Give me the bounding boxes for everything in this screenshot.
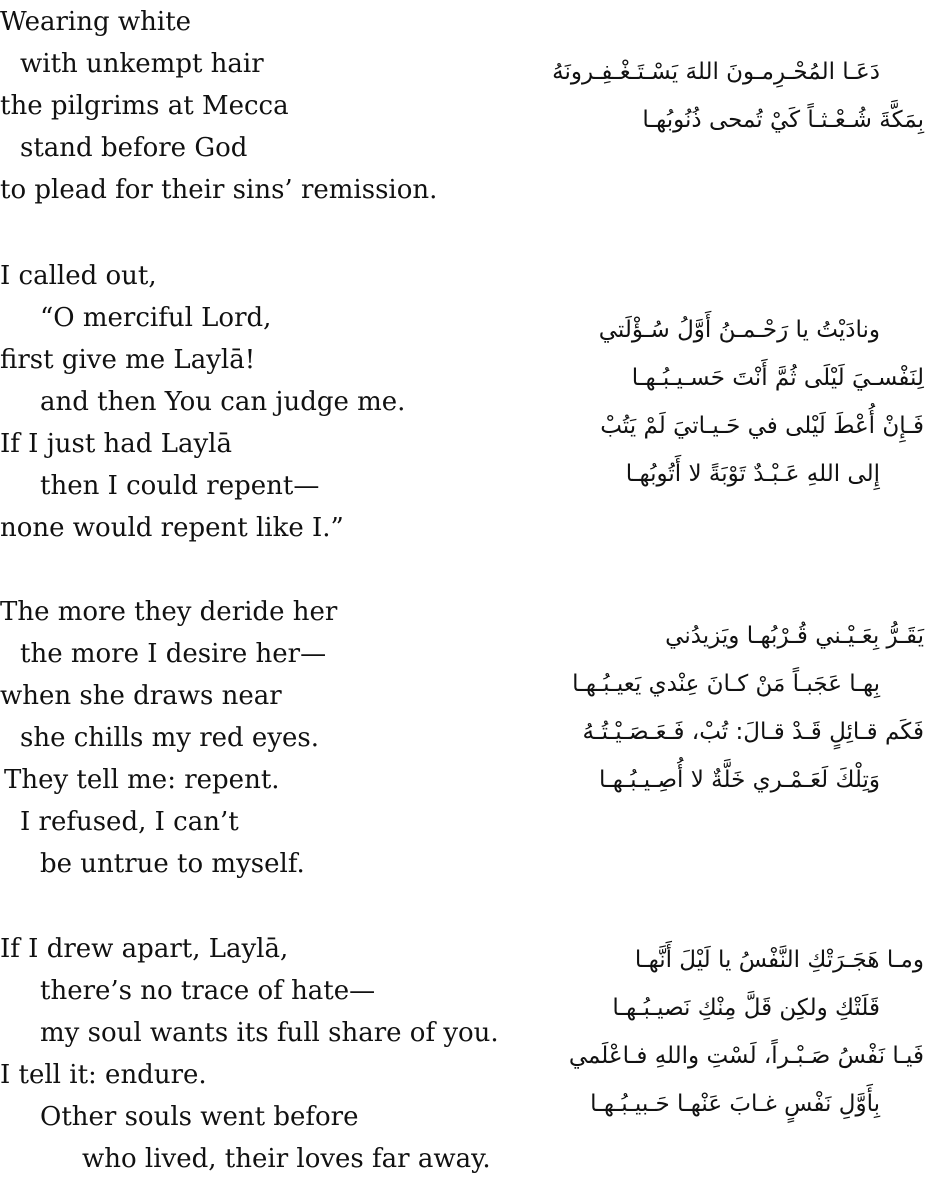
verse-line: I called out,: [0, 261, 157, 291]
arabic-verse-line: بِأَوَّلِ نَفْسٍ غـابَ عَنْهـا حَـبيـبُـهـا: [590, 1091, 880, 1117]
stanza-2-english: [0, 255, 470, 549]
verse-line: the pilgrims at Mecca: [0, 91, 289, 121]
arabic-verse-line: لِنَفْسـيَ لَيْلَى ثُمَّ أَنْتَ حَسـيـبُـهـا: [631, 365, 924, 391]
verse-line: when she draws near: [0, 681, 282, 711]
verse-line: and then You can judge me.: [40, 387, 406, 417]
arabic-verse-line: يَقَـرُّ بِعَـيْـني قُـرْبُهـا ويَزيدُني: [665, 623, 924, 649]
verse-line: “O merciful Lord,: [40, 303, 272, 333]
verse-line: to plead for their sins’ remission.: [0, 175, 438, 205]
verse-line: The more they deride her: [0, 597, 338, 627]
stanza-2-arabic: [462, 306, 924, 498]
verse-line: Wearing white: [0, 7, 192, 37]
verse-line: Other souls went before: [40, 1102, 359, 1132]
verse-line: then I could repent—: [40, 471, 320, 501]
arabic-verse-line: بِمَكَّةَ شُـعْـثـاً كَيْ تُمحى ذُنُوبُهـا: [642, 107, 924, 133]
arabic-verse-line: قَلَتْكِ ولكِن قَلَّ مِنْكِ نَصيـبُـهـا: [612, 995, 880, 1021]
verse-line: the more I desire her—: [20, 639, 327, 669]
arabic-verse-line: إِلى اللهِ عَـبْـدٌ تَوْبَةً لا أَتُوبُهـا: [625, 461, 880, 487]
verse-line: who lived, their loves far away.: [82, 1144, 491, 1174]
stanza-4-english: [0, 928, 499, 1180]
stanza-4-arabic: [462, 936, 924, 1128]
arabic-verse-line: فَكَم قـائِلٍ قَـدْ قـالَ: تُبْ، فَـعَـصَـيْـتُـهُ: [582, 719, 924, 745]
arabic-verse-line: فَـإِنْ أُعْطَ لَيْلى في حَـيـاتيَ لَمْ يَتُبْ: [600, 413, 924, 439]
verse-line: If I just had Laylā: [0, 429, 232, 459]
arabic-verse-line: ونادَيْتُ يا رَحْـمـنُ أَوَّلُ سُـؤْلَتي: [598, 317, 880, 343]
verse-line: none would repent like I.”: [0, 513, 344, 543]
verse-line: my soul wants its full share of you.: [40, 1018, 499, 1048]
verse-line: I refused, I can’t: [20, 807, 239, 837]
stanza-3-arabic: [462, 612, 924, 804]
arabic-verse-line: ومـا هَجَـرَتْكِ النَّفْسُ يا لَيْلَ أَنَّهـا: [634, 947, 924, 973]
stanza-1-english: [0, 1, 470, 211]
arabic-verse-line: وَتِلْكَ لَعَـمْـري خَلَّةٌ لا أُصِـيـبُـهـا: [599, 767, 880, 793]
stanza-1-arabic: [462, 48, 924, 144]
verse-line: They tell me: repent.: [4, 765, 280, 795]
verse-line: first give me Laylā!: [0, 345, 256, 375]
verse-line: stand before God: [20, 133, 248, 163]
arabic-verse-line: بِهـا عَجَبـاً مَنْ كـانَ عِنْدي يَعيـبُـهـا: [572, 671, 880, 697]
arabic-verse-line: فَيـا نَفْسُ صَـبْـراً، لَسْتِ واللهِ فـاعْلَمي: [568, 1043, 924, 1069]
stanza-3-english: [0, 591, 470, 885]
verse-line: be untrue to myself.: [40, 849, 305, 879]
verse-line: she chills my red eyes.: [20, 723, 319, 753]
verse-line: I tell it: endure.: [0, 1060, 207, 1090]
verse-line: with unkempt hair: [20, 49, 264, 79]
verse-line: there’s no trace of hate—: [40, 976, 376, 1006]
arabic-verse-line: دَعَـا المُحْـرِمـونَ اللهَ يَسْـتَـغْـفِـرونَهُ: [552, 59, 880, 85]
verse-line: If I drew apart, Laylā,: [0, 934, 289, 964]
